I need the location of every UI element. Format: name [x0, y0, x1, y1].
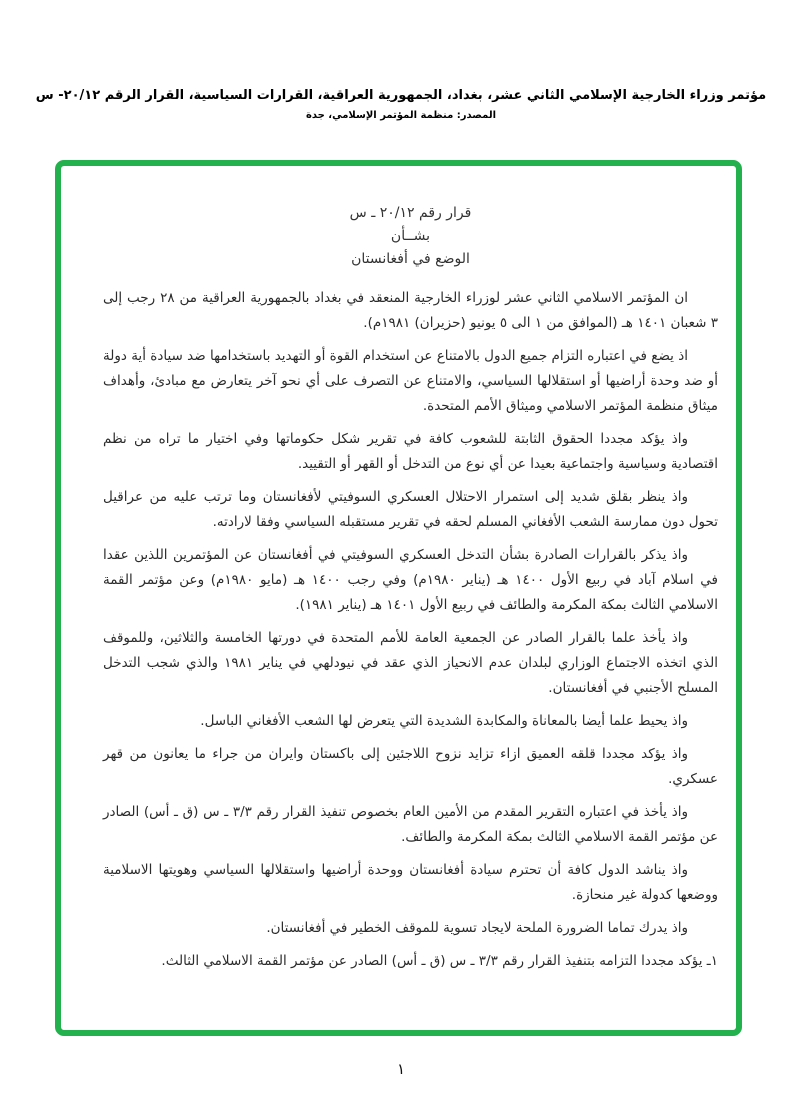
resolution-number-line: قرار رقم ٢٠/١٢ ـ س [349, 205, 472, 221]
document-header-line: مؤتمر وزراء الخارجية الإسلامي الثاني عشر، بغداد، الجمهورية العراقية، القرارات السياسية، القرار الرقم ٢٠/١٢- س [35, 88, 767, 103]
resolution-regarding-line: بشــأن [390, 228, 431, 244]
paragraph-clause: واذ يحيط علما أيضا بالمعاناة والمكابدة الشديدة التي يتعرض لها الشعب الأفغاني الباسل. [200, 713, 688, 729]
paragraph-clause: اذ يضع في اعتباره التزام جميع الدول بالامتناع عن استخدام القوة أو التهديد باستخدامها ضد سيادة أية دولة أو ضد وحدة أراضيها أو استقلالها السياسي، والامتناع عن التصرف على أي نحو آخر يتعارض مع مبادئ، وأهداف ميثاق منظمة المؤتمر الاسلامي وميثاق الأمم المتحدة. [103, 348, 718, 414]
paragraph-clause: واذ يؤكد مجددا الحقوق الثابتة للشعوب كافة في تقرير شكل حكوماتها وفي اختيار ما تراه من نظم اقتصادية وسياسية واجتماعية بعيدا عن أي نوع من التدخل أو القهر أو التقييد. [103, 431, 718, 472]
paragraph-clause: واذ ينظر بقلق شديد إلى استمرار الاحتلال العسكري السوفيتي لأفغانستان وما ترتب عليه من عراقيل تحول دون ممارسة الشعب الأفغاني المسلم لحقه في تقرير مستقبله السياسي وفقا لارادته. [103, 489, 718, 530]
numbered-item: ١ـ يؤكد مجددا التزامه بتنفيذ القرار رقم ٣/٣ ـ س (ق ـ أس) الصادر عن مؤتمر القمة الاسلامي الثالث. [161, 953, 718, 969]
resolution-subject-line: الوضع في أفغانستان [351, 251, 470, 267]
paragraph-clause: واذ يأخذ علما بالقرار الصادر عن الجمعية العامة للأمم المتحدة في دورتها الخامسة والثلاثين، وللموقف الذي اتخذه الاجتماع الوزاري لبلدان عدم الانحياز الذي عقد في نيودلهي في يناير ١٩٨١ والذي شجب التدخل المسلح الأجنبي في أفغانستان. [103, 630, 718, 696]
document-content [61, 166, 736, 974]
paragraph-clause: واذ يناشد الدول كافة أن تحترم سيادة أفغانستان ووحدة أراضيها واستقلالها السياسي وهويتها الاسلامية ووضعها كدولة غير منحازة. [103, 862, 718, 903]
scanned-document-frame [55, 160, 742, 1036]
page-number: ١ [396, 1060, 406, 1078]
source-line: المصدر: منظمة المؤتمر الإسلامي، جدة [305, 110, 497, 121]
resolution-title-block [103, 202, 718, 271]
paragraph-clause: واذ يؤكد مجددا قلقه العميق ازاء تزايد نزوح اللاجئين إلى باكستان وايران من جراء ما يعانون من قهر عسكري. [103, 746, 718, 787]
paragraph-clause: واذ يذكر بالقرارات الصادرة بشأن التدخل العسكري السوفيتي في أفغانستان عن المؤتمرين اللذين عقدا في اسلام آباد في ربيع الأول ١٤٠٠ هـ (يناير ١٩٨٠م) وفي رجب ١٤٠٠ هـ (مايو ١٩٨٠م) وعن مؤتمر القمة الاسلامي الثالث بمكة المكرمة والطائف في ربيع الأول ١٤٠١ هـ (يناير ١٩٨١). [103, 547, 718, 613]
paragraph-preamble: ان المؤتمر الاسلامي الثاني عشر لوزراء الخارجية المنعقد في بغداد بالجمهورية العراقية من ٢٨ رجب إلى ٣ شعبان ١٤٠١ هـ (الموافق من ١ الى ٥ يونيو (حزيران) ١٩٨١م). [103, 290, 718, 331]
paragraph-clause: واذ يدرك تماما الضرورة الملحة لايجاد تسوية للموقف الخطير في أفغانستان. [266, 920, 688, 936]
paragraph-clause: واذ يأخذ في اعتباره التقرير المقدم من الأمين العام بخصوص تنفيذ القرار رقم ٣/٣ ـ س (ق ـ أس) الصادر عن مؤتمر القمة الاسلامي الثالث بمكة المكرمة والطائف. [103, 804, 718, 845]
